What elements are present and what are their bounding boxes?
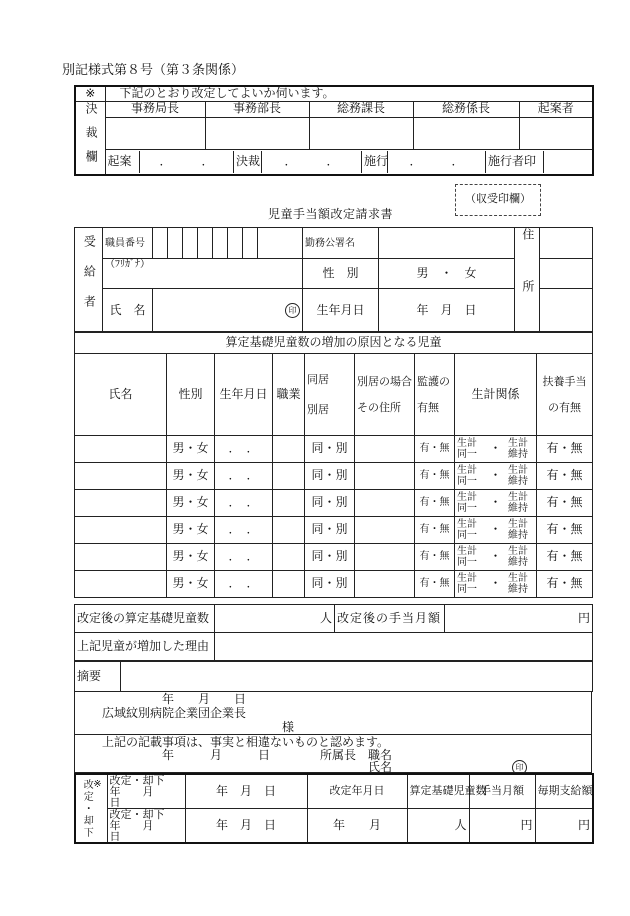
child-custody-cell[interactable]: 有・無 — [415, 544, 455, 571]
approval-side-label: 決裁欄 — [75, 101, 105, 175]
child-address-cell[interactable] — [355, 463, 415, 490]
child-address-cell[interactable] — [355, 517, 415, 544]
child-address-cell[interactable] — [355, 571, 415, 598]
col-name: 氏名 — [75, 354, 167, 436]
decision-label: 決裁 — [234, 151, 262, 173]
draft-date[interactable]: ． ． — [140, 151, 234, 173]
child-livelihood-cell[interactable]: 生計同一 ・ 生計維持 — [455, 517, 537, 544]
form-id: 別記様式第８号（第３条関係） — [62, 63, 245, 78]
role-general-affairs-subchief: 総務係長 — [413, 101, 519, 117]
child-name-cell[interactable] — [75, 490, 167, 517]
child-livelihood-cell[interactable]: 生計同一 ・ 生計維持 — [455, 463, 537, 490]
table-row — [75, 517, 593, 544]
table-row — [75, 571, 593, 598]
received-stamp-box: （収受印欄） — [455, 184, 541, 216]
child-gender-cell[interactable]: 男・女 — [167, 571, 215, 598]
declaration-date: 年 月 日 — [162, 692, 247, 706]
child-cohabit-cell[interactable]: 同・別 — [305, 463, 355, 490]
enforcer-label: 施行者印 — [486, 151, 544, 173]
child-occupation-cell[interactable] — [273, 571, 305, 598]
declaration-date2: 年 月 日 — [162, 748, 271, 762]
child-dependent-cell[interactable]: 有・無 — [537, 463, 593, 490]
child-cohabit-cell[interactable]: 同・別 — [305, 571, 355, 598]
child-livelihood-cell[interactable]: 生計同一 ・ 生計維持 — [455, 544, 537, 571]
seal-box-2[interactable] — [205, 117, 309, 149]
child-custody-cell[interactable]: 有・無 — [415, 436, 455, 463]
approval-table — [74, 85, 594, 176]
footer-row2-date[interactable]: 年 月 日 — [185, 809, 307, 844]
role-director-general: 事務局長 — [105, 101, 205, 117]
summary-table — [74, 604, 593, 661]
child-livelihood-cell[interactable]: 生計同一 ・ 生計維持 — [455, 571, 537, 598]
child-name-cell[interactable] — [75, 517, 167, 544]
col-birthdate: 生年月日 — [215, 354, 273, 436]
page-title: 児童手当額改定請求書 — [268, 207, 394, 221]
child-dependent-cell[interactable]: 有・無 — [537, 436, 593, 463]
table-row — [75, 436, 593, 463]
child-dependent-cell[interactable]: 有・無 — [537, 544, 593, 571]
child-gender-cell[interactable]: 男・女 — [167, 463, 215, 490]
child-gender-cell[interactable]: 男・女 — [167, 436, 215, 463]
reason-field[interactable] — [215, 633, 593, 661]
child-livelihood-cell[interactable]: 生計同一 ・ 生計維持 — [455, 490, 537, 517]
seal-box-4[interactable] — [413, 117, 519, 149]
child-name-cell[interactable] — [75, 463, 167, 490]
child-dependent-cell[interactable]: 有・無 — [537, 571, 593, 598]
supervisor-seal-icon: 印 — [512, 760, 527, 775]
child-cohabit-cell[interactable]: 同・別 — [305, 517, 355, 544]
count-field[interactable]: 人 — [215, 605, 335, 633]
declaration-addressee: 広域紋別病院企業団企業長 — [102, 706, 247, 720]
role-general-affairs-chief: 総務課長 — [309, 101, 413, 117]
child-birth-cell[interactable]: ． ． — [215, 571, 273, 598]
amount-field[interactable]: 円 — [445, 605, 593, 633]
table-row — [75, 544, 593, 571]
remarks-table — [74, 661, 593, 692]
col-occupation: 職業 — [273, 354, 305, 436]
footer-period[interactable]: 円 — [535, 809, 593, 844]
birthdate-value[interactable]: 年 月 日 — [379, 289, 515, 333]
col-gender: 性別 — [167, 354, 215, 436]
footer-header-period: 毎期支給額 — [535, 774, 593, 809]
child-occupation-cell[interactable] — [273, 436, 305, 463]
child-livelihood-cell[interactable]: 生計同一 ・ 生計維持 — [455, 436, 537, 463]
furigana-label: （ﾌﾘｶﾞﾅ） — [103, 259, 303, 289]
role-department-head: 事務部長 — [205, 101, 309, 117]
seal-box-3[interactable] — [309, 117, 413, 149]
child-birth-cell[interactable]: ． ． — [215, 490, 273, 517]
address-field-2[interactable] — [540, 259, 593, 289]
name-label: 氏 名 — [103, 289, 153, 333]
child-occupation-cell[interactable] — [273, 544, 305, 571]
col-custody: 監護の有無 — [415, 354, 455, 436]
supervisor-title: 所属長 職名 — [320, 748, 393, 762]
count-label: 改定後の算定基礎児童数 — [75, 605, 215, 633]
address-field-1[interactable] — [540, 228, 593, 259]
child-name-cell[interactable] — [75, 436, 167, 463]
footer-header-child-count: 算定基礎児童数 — [407, 774, 469, 809]
staff-no-label: 職員番号 — [103, 228, 153, 259]
footer-child-count[interactable]: 人 — [407, 809, 469, 844]
child-custody-cell[interactable]: 有・無 — [415, 517, 455, 544]
child-address-cell[interactable] — [355, 490, 415, 517]
child-occupation-cell[interactable] — [273, 463, 305, 490]
footer-row1-label: 改定・却下 年 月 日 — [107, 774, 185, 809]
recipient-table — [74, 227, 593, 333]
footer-side-label: 改定・却下 ※ — [75, 774, 107, 843]
child-name-cell[interactable] — [75, 571, 167, 598]
child-occupation-cell[interactable] — [273, 517, 305, 544]
child-birth-cell[interactable]: ． ． — [215, 544, 273, 571]
children-section-title: 算定基礎児童数の増加の原因となる児童 — [75, 332, 593, 354]
office-field[interactable] — [379, 228, 515, 259]
footer-revision-ym[interactable]: 年 月 — [307, 809, 407, 844]
child-custody-cell[interactable]: 有・無 — [415, 463, 455, 490]
enforce-date[interactable]: ． ． — [388, 151, 486, 173]
child-gender-cell[interactable]: 男・女 — [167, 517, 215, 544]
supervisor-name: 氏名 — [368, 760, 393, 774]
child-occupation-cell[interactable] — [273, 490, 305, 517]
table-row — [75, 463, 593, 490]
footer-row2-label: 改定・却下 年 月 日 — [107, 809, 185, 844]
reason-label: 上記児童が増加した理由 — [75, 633, 215, 661]
footer-table — [74, 773, 594, 844]
gender-label: 性 別 — [303, 259, 379, 289]
birthdate-label: 生年月日 — [303, 289, 379, 333]
table-row — [75, 490, 593, 517]
remarks-field[interactable] — [121, 662, 593, 692]
child-custody-cell[interactable]: 有・無 — [415, 571, 455, 598]
footer-header-revision-date: 改定年月日 — [307, 774, 407, 809]
declaration-statement: 上記の記載事項は、事実と相違ないものと認めます。 — [102, 735, 390, 749]
col-dependent: 扶養手当の有無 — [537, 354, 593, 436]
name-field[interactable] — [153, 289, 303, 333]
child-name-cell[interactable] — [75, 544, 167, 571]
approval-note: 下記のとおり改定してよいか伺います。 — [105, 86, 593, 101]
decision-date[interactable]: ． ． — [262, 151, 362, 173]
col-livelihood: 生計関係 — [455, 354, 537, 436]
footer-monthly[interactable]: 円 — [469, 809, 535, 844]
address-field-3[interactable] — [540, 289, 593, 333]
col-separate-address: 別居の場合その住所 — [355, 354, 415, 436]
child-address-cell[interactable] — [355, 436, 415, 463]
child-custody-cell[interactable]: 有・無 — [415, 490, 455, 517]
child-cohabit-cell[interactable]: 同・別 — [305, 436, 355, 463]
seal-icon: 印 — [285, 303, 300, 318]
child-gender-cell[interactable]: 男・女 — [167, 544, 215, 571]
remarks-label: 摘要 — [75, 662, 121, 692]
amount-label: 改定後の手当月額 — [335, 605, 445, 633]
gender-value[interactable]: 男 ・ 女 — [379, 259, 515, 289]
child-cohabit-cell[interactable]: 同・別 — [305, 490, 355, 517]
col-cohabit: 同居 別居 — [305, 354, 355, 436]
draft-label: 起案 — [106, 151, 140, 173]
child-gender-cell[interactable]: 男・女 — [167, 490, 215, 517]
child-birth-cell[interactable]: ． ． — [215, 517, 273, 544]
approval-mark: ※ — [75, 86, 105, 101]
seal-box-5[interactable] — [519, 117, 593, 149]
child-birth-cell[interactable]: ． ． — [215, 436, 273, 463]
office-label: 勤務公署名 — [303, 228, 379, 259]
footer-row1-date[interactable]: 年 月 日 — [185, 774, 307, 809]
footer-header-monthly: 手当月額 — [469, 774, 535, 809]
seal-box-1[interactable] — [105, 117, 205, 149]
child-address-cell[interactable] — [355, 544, 415, 571]
recipient-side-label: 受給者 — [75, 228, 103, 333]
child-cohabit-cell[interactable]: 同・別 — [305, 544, 355, 571]
role-drafter: 起案者 — [519, 101, 593, 117]
child-dependent-cell[interactable]: 有・無 — [537, 490, 593, 517]
child-birth-cell[interactable]: ． ． — [215, 463, 273, 490]
child-dependent-cell[interactable]: 有・無 — [537, 517, 593, 544]
address-label: 住所 — [515, 228, 540, 333]
declaration-honorific: 様 — [282, 720, 295, 734]
enforcer-seal-box[interactable] — [544, 151, 594, 173]
enforce-label: 施行 — [362, 151, 388, 173]
children-table — [74, 331, 593, 598]
staff-no-boxes[interactable] — [153, 228, 303, 259]
